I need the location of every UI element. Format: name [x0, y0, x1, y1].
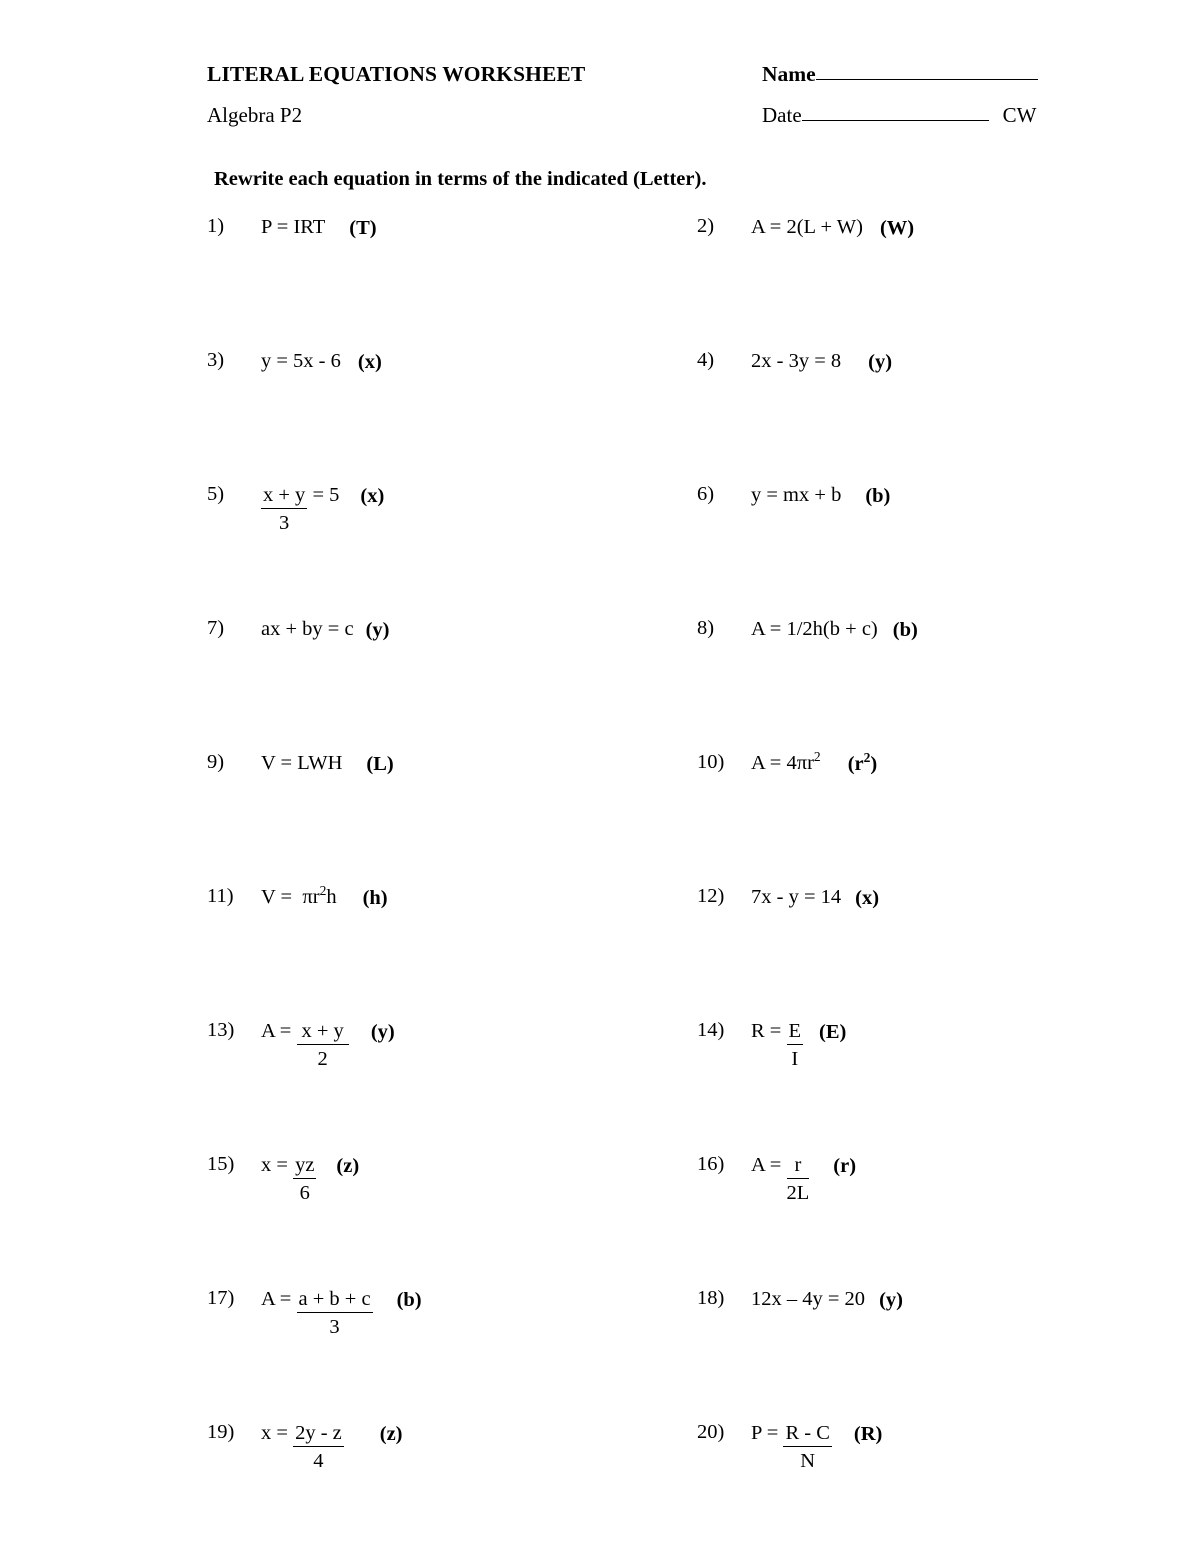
equation-text: ax + by = c [261, 618, 354, 640]
problem-item [207, 1152, 359, 1205]
problem-body [751, 482, 890, 508]
problem-item [697, 616, 918, 642]
fraction-numerator: x + y [261, 484, 307, 509]
problem-body [751, 348, 892, 374]
equation-text: y = 5x - 6 [261, 350, 341, 372]
problem-item [697, 1018, 846, 1071]
equation-text: V = LWH [261, 752, 343, 774]
problem-item [207, 482, 384, 535]
problem-body [751, 884, 879, 910]
fraction-numerator: yz [293, 1154, 316, 1179]
equation-text: y = mx + b [751, 484, 842, 506]
header-row-title [207, 62, 1067, 87]
problem-item [207, 750, 394, 776]
problem-body [261, 214, 377, 240]
problem-number: 15) [207, 1153, 235, 1175]
problem-number: 8) [697, 617, 715, 639]
problem-item [697, 348, 892, 374]
subtitle-cell [207, 103, 762, 128]
problem-item [697, 1420, 882, 1473]
problem-number: 20) [697, 1421, 725, 1443]
problem-row [0, 616, 1187, 750]
fraction-denominator: 3 [279, 511, 290, 534]
fraction-numerator: R - C [783, 1422, 831, 1447]
problem-row [0, 884, 1187, 1018]
problem-number: 5) [207, 483, 225, 505]
equation-suffix: = 5 [307, 484, 340, 506]
problem-row [0, 1286, 1187, 1420]
problem-item [207, 884, 388, 910]
target-variable: (T) [349, 217, 377, 239]
problem-item [697, 214, 914, 240]
instruction-text: Rewrite each equation in terms of the indicated (Letter). [214, 168, 707, 190]
name-input-blank[interactable] [816, 79, 1038, 80]
problem-body [751, 616, 918, 642]
fraction-denominator: 3 [329, 1315, 340, 1338]
target-variable-tail: ) [870, 753, 878, 775]
title-cell [207, 62, 762, 87]
problem-number: 12) [697, 885, 725, 907]
problem-body [261, 482, 384, 535]
problem-number: 17) [207, 1287, 235, 1309]
problem-body [261, 884, 388, 910]
problem-body [261, 1286, 422, 1339]
problem-body [751, 214, 914, 240]
target-variable: (h) [362, 887, 388, 909]
problem-body [261, 1152, 359, 1205]
name-label: Name [762, 62, 816, 86]
cw-label: CW [1002, 103, 1037, 127]
problem-item [697, 1286, 903, 1312]
target-variable: (y) [879, 1289, 903, 1311]
problem-item [207, 616, 389, 642]
header-row-subtitle [207, 103, 1067, 128]
problem-item [207, 1018, 395, 1071]
target-variable: (R) [853, 1423, 883, 1445]
problem-number: 10) [697, 751, 725, 773]
problems-grid [0, 214, 1187, 1554]
equation-text [261, 1288, 373, 1339]
fraction [293, 1422, 344, 1473]
fraction-denominator: 2 [317, 1047, 328, 1070]
equation-tail: h [326, 886, 337, 908]
page-title: LITERAL EQUATIONS WORKSHEET [207, 62, 586, 86]
target-variable-base: (r [847, 753, 864, 775]
equation-base: V = πr [261, 886, 320, 908]
problem-body [261, 616, 389, 642]
equation-prefix: A = [261, 1288, 297, 1310]
problem-number: 7) [207, 617, 225, 639]
problem-row [0, 348, 1187, 482]
target-variable: (x) [357, 351, 382, 373]
fraction-denominator: 2L [786, 1181, 810, 1204]
equation-text: 2x - 3y = 8 [751, 350, 842, 372]
date-input-blank[interactable] [802, 120, 989, 121]
problem-item [207, 348, 382, 374]
exponent: 2 [319, 883, 327, 899]
fraction-denominator: I [791, 1047, 799, 1070]
problem-number: 6) [697, 483, 715, 505]
equation-prefix: P = [751, 1422, 784, 1444]
worksheet-header [207, 62, 1067, 128]
equation-text: A = 2(L + W) [751, 216, 863, 238]
target-variable-exponent: 2 [863, 750, 871, 766]
equation-text [751, 1020, 803, 1071]
equation-prefix: A = [261, 1020, 297, 1042]
equation-prefix: A = [751, 1154, 787, 1176]
equation-text [751, 1154, 809, 1205]
fraction-denominator: 6 [299, 1181, 310, 1204]
problem-item [697, 884, 879, 910]
fraction [293, 1154, 316, 1205]
fraction-numerator: E [787, 1020, 804, 1045]
equation-text [261, 1154, 316, 1205]
equation-text [261, 1422, 344, 1473]
problem-row [0, 482, 1187, 616]
fraction [783, 1422, 831, 1473]
equation-prefix: x = [261, 1154, 294, 1176]
target-variable: (y) [365, 619, 390, 641]
target-variable: (y) [370, 1021, 395, 1043]
name-field-group [762, 62, 1067, 87]
equation-text [751, 1422, 832, 1473]
equation-text [261, 883, 337, 909]
problem-body [261, 750, 394, 776]
date-label: Date [762, 103, 802, 127]
target-variable: (z) [336, 1155, 360, 1177]
problem-number: 13) [207, 1019, 235, 1041]
problem-number: 14) [697, 1019, 725, 1041]
fraction-numerator: r [787, 1154, 810, 1179]
exponent: 2 [813, 749, 821, 765]
problem-row [0, 214, 1187, 348]
problem-number: 9) [207, 751, 225, 773]
problem-body [751, 1286, 903, 1312]
target-variable: (b) [892, 619, 918, 641]
target-variable [848, 752, 878, 776]
fraction-numerator: a + b + c [297, 1288, 373, 1313]
target-variable: (b) [396, 1289, 422, 1311]
problem-body [261, 1018, 395, 1071]
fraction-numerator: x + y [297, 1020, 349, 1045]
problem-row [0, 1152, 1187, 1286]
problem-number: 11) [207, 885, 234, 907]
problem-number: 4) [697, 349, 715, 371]
problem-body [751, 750, 877, 776]
problem-item [697, 482, 890, 508]
problem-item [207, 1420, 403, 1473]
problem-number: 16) [697, 1153, 725, 1175]
problem-item [697, 750, 877, 776]
fraction [261, 484, 307, 535]
equation-text [261, 1020, 349, 1071]
date-field-group [762, 103, 1067, 128]
equation-prefix: x = [261, 1422, 294, 1444]
problem-body [751, 1152, 856, 1205]
problem-row [0, 1420, 1187, 1554]
problem-number: 19) [207, 1421, 235, 1443]
fraction [297, 1020, 349, 1071]
problem-row [0, 1018, 1187, 1152]
problem-body [751, 1018, 846, 1071]
problem-item [697, 1152, 856, 1205]
equation-prefix: R = [751, 1020, 787, 1042]
target-variable: (y) [868, 351, 893, 373]
fraction [787, 1154, 810, 1205]
problem-item [207, 1286, 422, 1339]
problem-row [0, 750, 1187, 884]
target-variable: (b) [865, 485, 891, 507]
target-variable: (x) [855, 887, 880, 909]
course-subtitle: Algebra P2 [207, 103, 303, 127]
equation-text [261, 484, 339, 535]
equation-text [751, 749, 821, 775]
problem-body [261, 1420, 403, 1473]
equation-base: A = 4πr [751, 752, 814, 774]
equation-text: 12x – 4y = 20 [751, 1288, 866, 1310]
problem-number: 1) [207, 215, 225, 237]
equation-text: 7x - y = 14 [751, 886, 842, 908]
problem-number: 3) [207, 349, 225, 371]
target-variable: (L) [366, 753, 394, 775]
fraction-numerator: 2y - z [293, 1422, 344, 1447]
problem-number: 18) [697, 1287, 725, 1309]
fraction-denominator: N [800, 1449, 816, 1472]
target-variable: (r) [833, 1155, 857, 1177]
problem-body [261, 348, 382, 374]
target-variable: (W) [879, 217, 915, 239]
target-variable: (z) [379, 1423, 403, 1445]
equation-text: A = 1/2h(b + c) [751, 618, 878, 640]
fraction-denominator: 4 [313, 1449, 324, 1472]
target-variable: (E) [819, 1021, 847, 1043]
equation-text: P = IRT [261, 216, 326, 238]
fraction [297, 1288, 373, 1339]
problem-item [207, 214, 377, 240]
fraction [787, 1020, 804, 1071]
problem-body [751, 1420, 882, 1473]
problem-number: 2) [697, 215, 715, 237]
target-variable: (x) [360, 485, 385, 507]
